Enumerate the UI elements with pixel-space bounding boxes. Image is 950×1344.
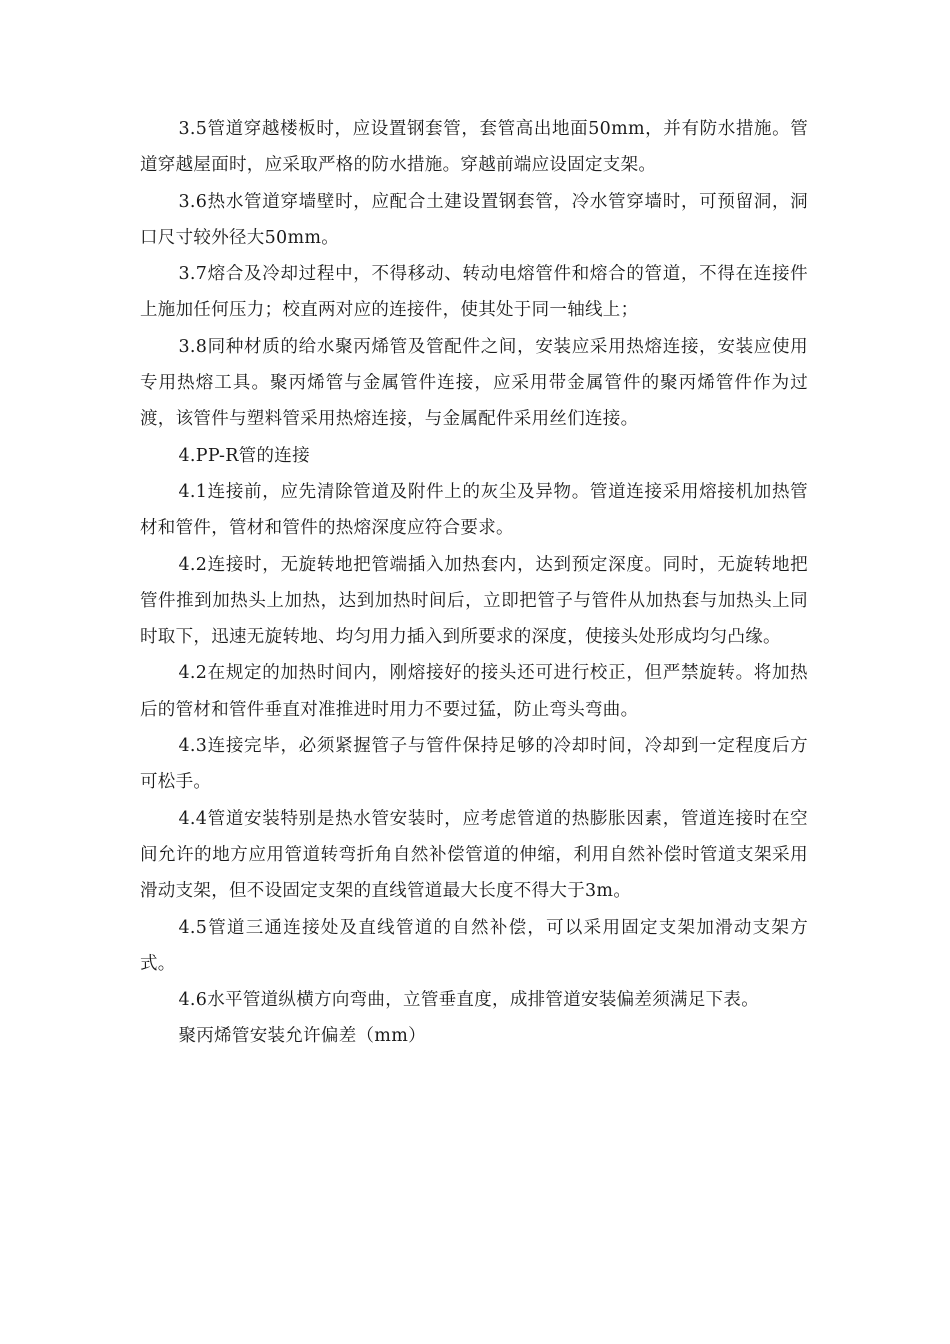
paragraph-4-3: 4.3连接完毕，必须紧握管子与管件保持足够的冷却时间，冷却到一定程度后方可松手。 [140,736,808,793]
document-page [140,111,808,1055]
paragraph-4-2a: 4.2连接时，无旋转地把管端插入加热套内，达到预定深度。同时，无旋转地把管件推到加热头上加热，达到加热时间后，立即把管子与管件从加热套与加热头上同时取下，迅速无旋转地、均匀用力插入到所要求的深度，使接头处形成均匀凸缘。 [140,554,808,648]
section-heading-4: 4.PP-R管的连接 [178,445,310,466]
paragraph-4-6: 4.6水平管道纵横方向弯曲，立管垂直度，成排管道安装偏差须满足下表。 [178,990,760,1011]
paragraph-3-8: 3.8同种材质的给水聚丙烯管及管配件之间，安装应采用热熔连接，安装应使用专用热熔工具。聚丙烯管与金属管件连接，应采用带金属管件的聚丙烯管件作为过渡，该管件与塑料管采用热熔连接，与金属配件采用丝们连接。 [140,336,808,430]
paragraph-4-5: 4.5管道三通连接处及直线管道的自然补偿，可以采用固定支架加滑动支架方式。 [140,917,808,974]
table-caption: 聚丙烯管安装允许偏差（mm） [178,1026,426,1047]
paragraph-3-7: 3.7熔合及冷却过程中，不得移动、转动电熔管件和熔合的管道，不得在连接件上施加任何压力；校直两对应的连接件，使其处于同一轴线上； [140,264,808,321]
paragraph-3-5: 3.5管道穿越楼板时，应设置钢套管，套管高出地面50mm，并有防水措施。管道穿越屋面时，应采取严格的防水措施。穿越前端应设固定支架。 [140,119,808,176]
paragraph-4-1: 4.1连接前，应先清除管道及附件上的灰尘及异物。管道连接采用熔接机加热管材和管件，管材和管件的热熔深度应符合要求。 [140,481,808,539]
paragraph-4-4: 4.4管道安装特别是热水管安装时，应考虑管道的热膨胀因素，管道连接时在空间允许的地方应用管道转弯折角自然补偿管道的伸缩，利用自然补偿时管道支架采用滑动支架，但不设固定支架的直线管道最大长度不得大于3m。 [140,808,808,902]
paragraph-4-2b: 4.2在规定的加热时间内，刚熔接好的接头还可进行校正，但严禁旋转。将加热后的管材和管件垂直对准推进时用力不要过猛，防止弯头弯曲。 [140,663,808,720]
paragraph-3-6: 3.6热水管道穿墙壁时，应配合土建设置钢套管，冷水管穿墙时，可预留洞，洞口尺寸较外径大50mm。 [140,191,808,248]
